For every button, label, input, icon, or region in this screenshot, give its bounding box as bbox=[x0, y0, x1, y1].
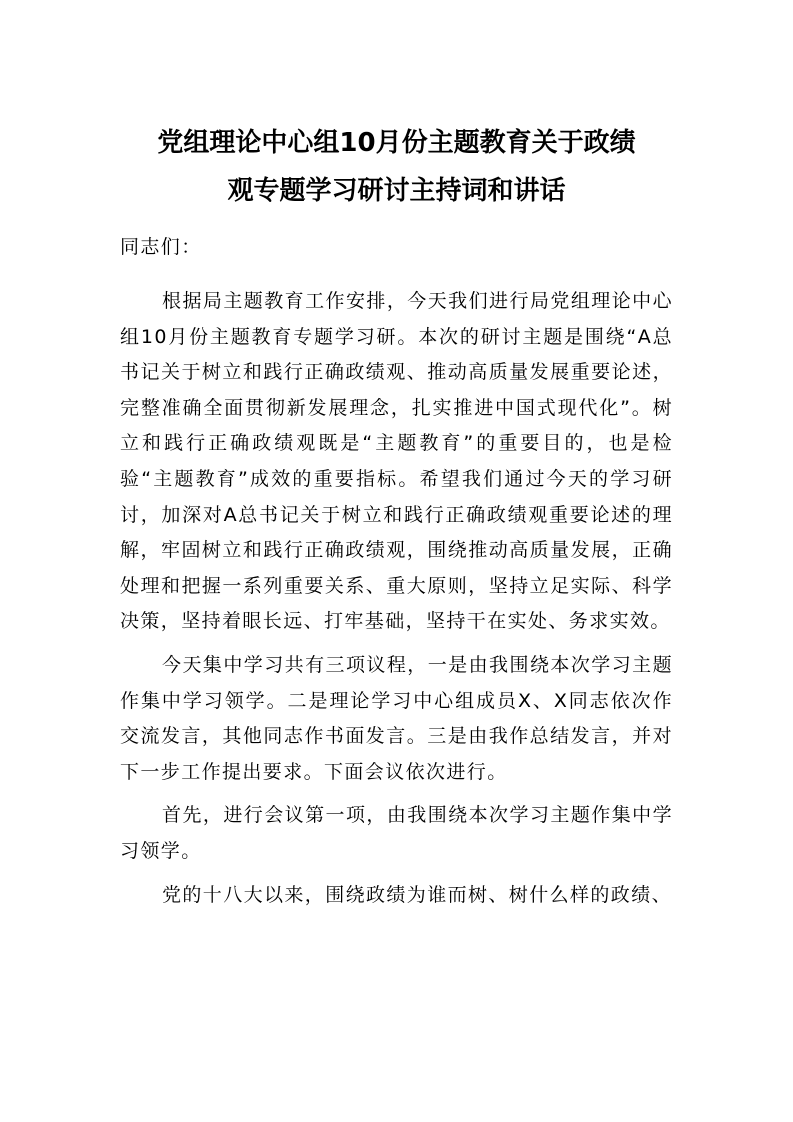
salutation: 同志们： bbox=[120, 236, 202, 258]
document-body bbox=[120, 232, 673, 921]
paragraph-opening: 根据局主题教育工作安排，今天我们进行局党组理论中心组10月份主题教育专题学习研。本次的研讨主题是围绕“A总书记关于树立和践行正确政绩观、推动高质量发展重要论述，完整准确全面贯彻新发展理念，扎实推进中国式现代化”。树立和践行正确政绩观既是“主题教育”的重要目的，也是检验“主题教育”成效的重要指标。希望我们通过今天的学习研讨，加深对A总书记关于树立和践行正确政绩观重要论述的理解，牢固树立和践行正确政绩观，围绕推动高质量发展，正确处理和把握一系列重要关系、重大原则，坚持立足实际、科学决策，坚持着眼长远、打牢基础，坚持干在实处、务求实效。 bbox=[120, 290, 673, 633]
document-title-line-1: 党组理论中心组10月份主题教育关于政绩 bbox=[157, 128, 636, 158]
paragraph-first-item: 首先，进行会议第一项，由我围绕本次学习主题作集中学习领学。 bbox=[120, 804, 673, 862]
document-title-line-2: 观专题学习研讨主持词和讲话 bbox=[227, 176, 566, 206]
paragraph-agenda: 今天集中学习共有三项议程，一是由我围绕本次学习主题作集中学习领学。二是理论学习中心组成员X、X同志依次作交流发言，其他同志作书面发言。三是由我作总结发言，并对下一步工作提出要求。下面会议依次进行。 bbox=[120, 653, 673, 783]
paragraph-since-18th-congress: 党的十八大以来，围绕政绩为谁而树、树什么样的政绩、 bbox=[162, 883, 673, 906]
